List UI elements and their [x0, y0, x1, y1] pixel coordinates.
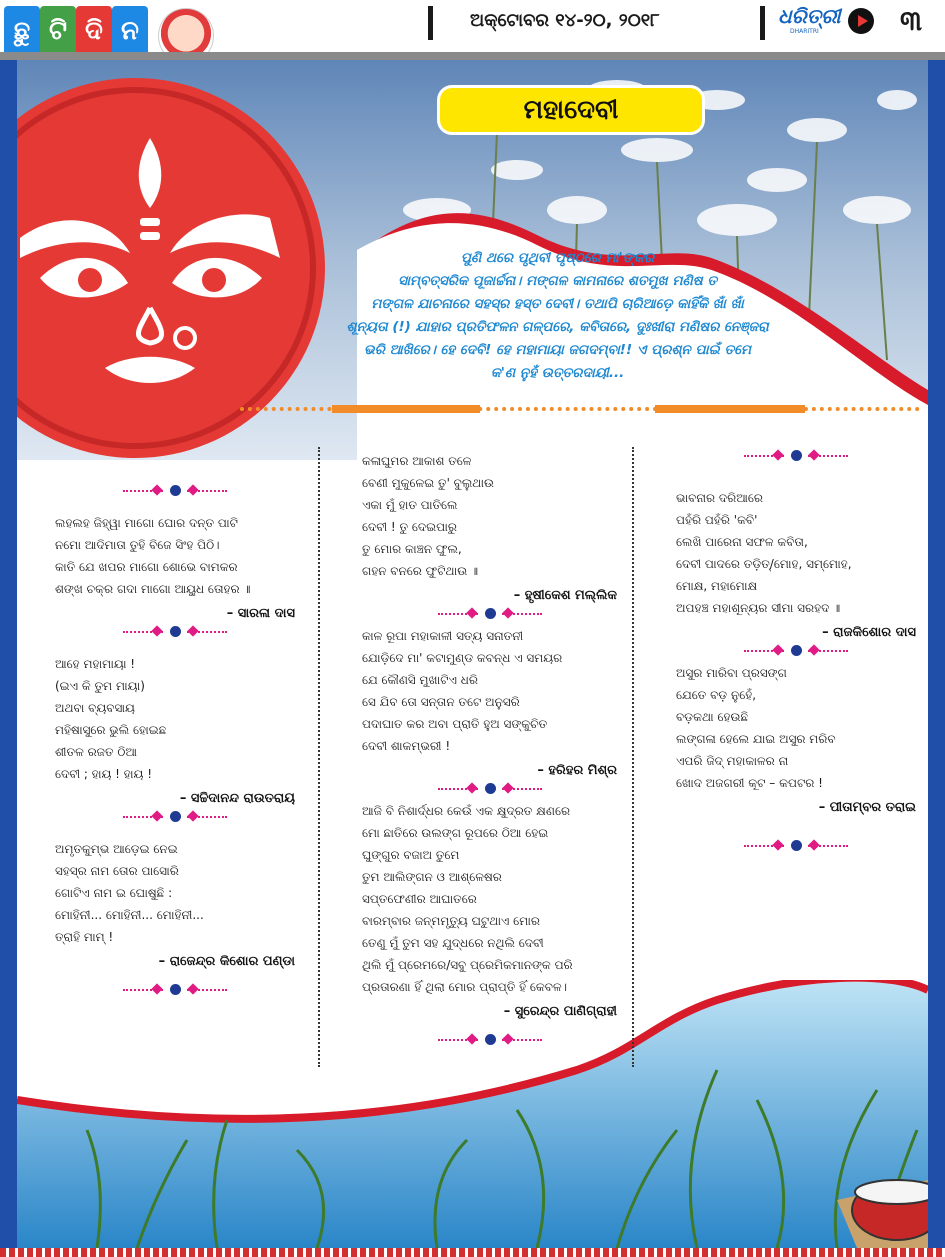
masthead-letter: ଛୁ	[4, 6, 40, 56]
poem-text: କଳାଘୁମର ଆକାଶ ତଳେ ବେଣୀ ମୁକୁଳେଇ ତୁ' ବୁଲୁଥାଉ ଏକା ମୁଁ ହାତ ପାତିଲେ ଦେବୀ ! ତୁ ଦେଇପାରୁ ତୁ ମୋର କାଞ୍ଚନ ଫୁଲ, ଗହନ ବନରେ ଫୁଟିଥାଉ ॥	[362, 454, 495, 578]
poem-text: କାଳ ରୂପା ମହାକାଳୀ ସତ୍ୟ ସନାତନୀ ଯୋଡ଼ିଦେ ମା' କଟାମୁଣ୍ଡ କବନ୍ଧ ଏ ସମୟର ଯେ କୌଣସି ମୁଖାଟିଏ ଧରି ସେ ଯିବ ତୋ ସନ୍ତାନ ତଟେ ଅନୁସରି ପଦାଘାତ କର ଅବା ପ୍ରାତି ହୁଅ ସଙ୍କୁଚିତ ଦେବୀ ଶାକମ୍ଭରୀ !	[362, 629, 563, 753]
poem-column-2	[362, 450, 617, 1051]
ornament-divider	[362, 1029, 617, 1051]
ornament-divider	[55, 806, 295, 828]
header-divider	[760, 6, 765, 40]
ornament-divider	[676, 835, 916, 857]
poem-author: – ହରିହର ମିଶ୍ର	[537, 763, 617, 778]
poem-author: – ସଚ୍ଚିଦାନନ୍ଦ ରାଉତରାୟ	[179, 791, 295, 806]
masthead-letter: ନ	[112, 6, 148, 56]
ornament-divider	[676, 445, 916, 467]
masthead-letter: ଟି	[40, 6, 76, 56]
divider-bar	[655, 405, 805, 413]
poem-author: – ପୀତାମ୍ବର ତରାଇ	[818, 800, 916, 815]
header-divider	[428, 6, 433, 40]
frame-border-bottom	[0, 1248, 945, 1257]
poem-text: ଆଜି ବି ନିଶାର୍ଦ୍ଧର କେଉଁ ଏକ କ୍ଷୁଦ୍ରତ କ୍ଷଣରେ ମୋ ଛାତିରେ ଉଲଙ୍ଗ ରୂପରେ ଠିଆ ହେଇ ଘୁଙ୍ଗୁର ବଜାଅ ତୁମେ ତୁମ ଆଲିଙ୍ଗନ ଓ ଆଶ୍ଳେଷର ସପ୍ତଫେଣୀର ଆଘାତରେ ବାରମ୍ବାର ଜନ୍ମମୃତ୍ୟୁ ଘଟୁଥାଏ ମୋର ତେଣୁ ମୁଁ ତୁମ ସହ ଯୁଦ୍ଧରେ ନଥିଲି ଦେବୀ ଥିଲି ମୁଁ ପ୍ରେମରେ/ସବୁ ପ୍ରେମିକମାନଙ୍କ ପରି ପ୍ରତାରଣା ହିଁ ଥିଲା ମୋର ପ୍ରାପ୍ତି ହିଁ କେବଳ।	[362, 804, 573, 994]
column-separator	[318, 447, 320, 1067]
column-separator	[632, 447, 634, 1067]
brand-subtitle: DHARITRI	[790, 28, 819, 35]
frame-border-right	[928, 60, 945, 1257]
poem-text: ଅମୃତକୁମ୍ଭ ଆଡ଼େଇ ନେଇ ସହସ୍ର ନାମ ତୋର ପାସୋରି ଗୋଟିଏ ନାମ ଇ ଘୋଷୁଛି : ମୋହିନୀ... ମୋହିନୀ... ମୋହିନୀ... ତ୍ରାହି ମାମ୍ !	[55, 842, 204, 944]
issue-date: ଅକ୍ଟୋବର ୧୪-୨୦, ୨୦୧୮	[470, 10, 660, 31]
poem-column-1	[55, 480, 295, 1001]
page-number: ୩	[900, 4, 923, 37]
poem-text: ଲହଲହ ଜିହ୍ୱା ମାଗୋ ଘୋର ଦନ୍ତ ପାଟି ନମୋ ଆଦିମାତା ତୁହି ବିଜେ ସିଂହ ପିଠି। କାତି ଯେ ଖପର ମାଗୋ ଶୋଭେ ବାମକର ଶଙ୍ଖ ଚକ୍ର ଗଦା ମାଗୋ ଆୟୁଧ ତୋହର ॥	[55, 516, 251, 596]
ornament-divider	[362, 778, 617, 800]
brand-logo: ଧରିତ୍ରୀ	[778, 4, 841, 28]
poem-author: – ସୁରେନ୍ଦ୍ର ପାଣିଗ୍ରାହୀ	[503, 1004, 617, 1019]
poem-author: – ରାଜକିଶୋର ଦାସ	[822, 625, 916, 640]
frame-border-left	[0, 60, 17, 1257]
ornament-divider	[676, 640, 916, 662]
ornament-divider	[55, 621, 295, 643]
page-header	[0, 0, 945, 60]
poem-author: – ରାଜେନ୍ଦ୍ର କିଶୋର ପଣ୍ଡା	[158, 954, 295, 969]
divider-bar	[332, 405, 480, 413]
play-icon	[848, 8, 874, 34]
poem-author: – ହୃଷୀକେଶ ମଲ୍ଲିକ	[513, 588, 617, 603]
intro-paragraph: ପୁଣି ଥରେ ପୃଥିବୀ ପୃଷ୍ଠରେ ମା'ଙ୍କର ସାମ୍ବତ୍ସରିକ ପୂଜାର୍ଚ୍ଚନା। ମଙ୍ଗଳ କାମନାରେ ଶତମୁଖ ମଣିଷ ତ ମଙ୍ଗଳ ଯାଚନାରେ ସହସ୍ର ହସ୍ତ ଦେବୀ। ତଥାପି ଚାରିଆଡ଼େ କାହିଁକି ଖାଁ ଖାଁ ଶୂନ୍ୟତା (!) ଯାହାର ପ୍ରତିଫଳନ ଗଳ୍ପରେ, କବିତାରେ, ଦୁଃଖୀରା ମଣିଷର ନେଞ୍ଜରା ଭରି ଆଖିରେ। ହେ ଦେବି! ହେ ମହାମାୟା ଜଗଦମ୍ବା!! ଏ ପ୍ରଶ୍ନ ପାଇଁ ତମେ କ'ଣ ନୁହଁ ଉତ୍ତରଦାୟୀ...	[346, 250, 769, 381]
ornament-divider	[362, 603, 617, 625]
masthead-letter: ଦି	[76, 6, 112, 56]
poem-text: ଆହେ ମହାମାୟା ! (ଇଏ କି ତୁମ ମାୟା) ଅଥବା ବ୍ୟବସାୟ ମହିଷାସୁରେ ଭୁଲି ହୋଇଛ ଶୀତଳ ରଜତ ଠିଆ ଦେବୀ ; ହାୟ ! ହାୟ !	[55, 657, 167, 781]
poem-text: ଭାବନାର ଦରିଆରେ ପହଁରି ପହଁରି 'କବି' ଲେଖି ପାରେନା ସଫଳ କବିତା, ଦେବୀ ପାଦରେ ତଡ଼ିତ୍/ମୋହ, ସମ୍ମୋହ, ମୋକ୍ଷ, ମହାମୋକ୍ଷ ଅପହଞ୍ଚ ମହାଶୂନ୍ୟର ସୀମା ସରହଦ ॥	[676, 491, 852, 615]
ornament-divider	[55, 480, 295, 502]
poem-author: – ସାରଳା ଦାସ	[226, 606, 295, 621]
title-banner	[440, 88, 702, 132]
poem-text: ଅସୁର ମାରିବା ପ୍ରସଙ୍ଗ ଯେତେ ବଡ଼ ନୁହେଁ, ବଡ଼କଥା ହେଉଛି ଲଙ୍ଗଳା ହେଲେ ଯାଇ ଅସୁର ମରିବ ଏପରି ଜିଦ୍ ମହାକାଳର ନା ଖୋଦ ଅଜଗରୀ କୂଟ – କପଟର !	[676, 666, 836, 790]
poem-column-3	[676, 445, 916, 857]
header-rule	[0, 52, 945, 60]
page-title: ମହାଦେବୀ	[523, 95, 619, 125]
ornament-divider	[55, 979, 295, 1001]
